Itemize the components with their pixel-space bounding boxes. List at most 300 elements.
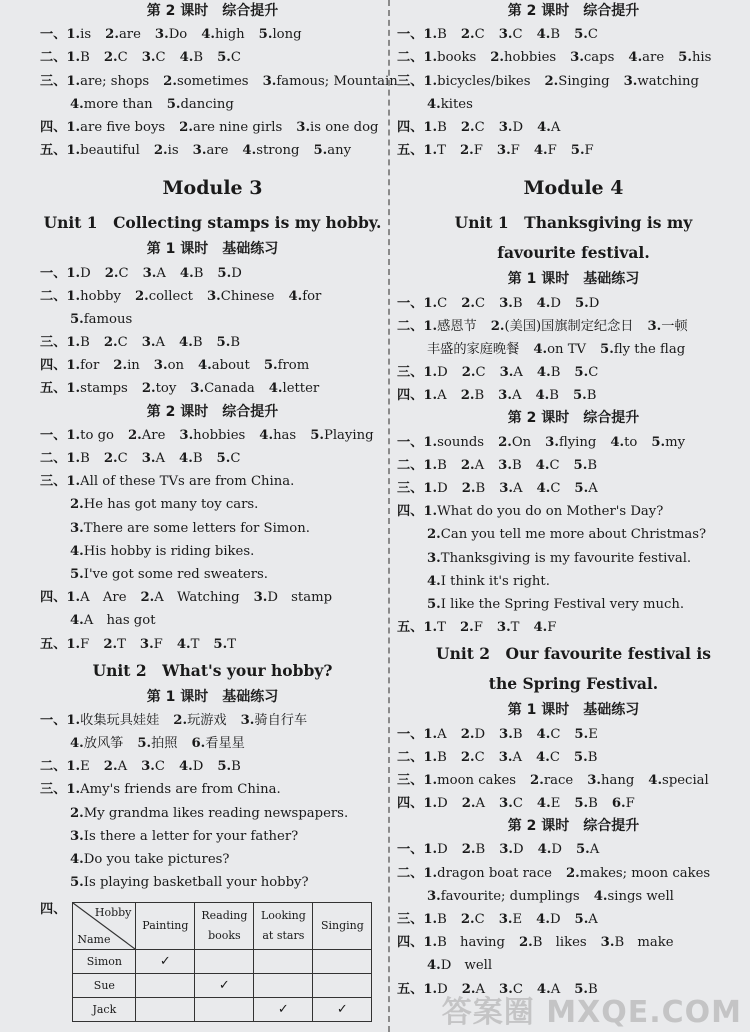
item-number: 3. [141, 50, 156, 66]
answer-item [537, 27, 560, 42]
question-prefix: 三、 [397, 481, 424, 496]
item-number: 3. [498, 749, 513, 765]
item-answer: are nine girls [192, 119, 283, 135]
answer-line [40, 308, 385, 331]
item-number: 2. [461, 981, 476, 997]
answer-item [499, 750, 522, 765]
row-name: Simon [73, 950, 136, 974]
item-number: 4. [593, 888, 608, 904]
answer-line [40, 609, 385, 632]
question-prefix: 二、 [40, 759, 67, 775]
item-number: 4. [179, 265, 194, 281]
item-number: 1. [423, 772, 438, 788]
item-answer: my [665, 434, 686, 450]
answer-line [397, 769, 750, 792]
answer-item [217, 266, 241, 281]
answer-item [461, 27, 485, 42]
answer-item [213, 637, 236, 652]
answer-line [397, 454, 750, 477]
item-number: 5. [678, 50, 692, 66]
item-number: 1. [423, 981, 438, 997]
item-answer: his [691, 50, 712, 66]
question-prefix: 三、 [397, 365, 424, 381]
item-answer: dancing [180, 96, 234, 112]
check-mark [136, 998, 195, 1022]
item-answer: B [193, 50, 204, 66]
answer-item [296, 120, 378, 135]
item-number: 3. [499, 481, 513, 496]
answer-line [40, 377, 385, 400]
answer-item [497, 143, 520, 158]
answer-item [180, 50, 203, 65]
item-number: 2. [460, 726, 475, 742]
item-number: 3. [206, 288, 221, 304]
answer-line [397, 593, 750, 616]
item-answer: B [193, 265, 204, 281]
item-answer: B [587, 457, 598, 473]
item-answer: toy [155, 381, 177, 397]
answer-item [500, 365, 523, 380]
answer-item [173, 713, 226, 728]
answer-line [40, 848, 385, 871]
answer-item [423, 935, 505, 950]
item-answer: B [192, 335, 203, 351]
item-answer: B [192, 451, 203, 466]
answer-block [397, 838, 750, 1000]
item-answer: 骑自行车 [254, 712, 308, 728]
item-number: 5. [258, 27, 273, 43]
item-answer: about [211, 358, 250, 374]
item-number: 3. [154, 27, 169, 43]
answer-line [40, 285, 385, 308]
item-answer: 玩游戏 [187, 712, 227, 728]
answer-item [217, 451, 241, 466]
item-number: 6. [611, 796, 626, 812]
item-answer: D [474, 726, 486, 742]
item-answer: 收集玩具娃娃 [80, 712, 160, 728]
answer-item [141, 759, 165, 774]
answer-item [423, 50, 476, 65]
answer-item [545, 435, 596, 450]
answer-item [461, 388, 484, 403]
item-number: 1. [423, 388, 438, 404]
item-answer: A Are [80, 590, 127, 606]
answer-line [397, 315, 750, 338]
item-answer: A [475, 981, 486, 997]
answer-item [66, 27, 91, 42]
answer-line [397, 723, 750, 746]
answer-item [574, 365, 598, 380]
item-answer: On [511, 434, 532, 450]
item-number: 1. [423, 726, 438, 742]
column-header: Reading books [195, 903, 254, 950]
item-number: 3. [498, 388, 512, 404]
table-row [73, 998, 372, 1022]
answer-item [427, 97, 473, 112]
item-number: 2. [141, 381, 156, 397]
answer-item [573, 388, 596, 403]
item-number: 1. [66, 636, 81, 652]
item-answer: D [437, 842, 448, 858]
item-number: 1. [423, 318, 438, 334]
item-answer: are [642, 50, 665, 66]
answer-item [533, 620, 556, 635]
item-number: 4. [536, 981, 551, 997]
item-answer: What do you do on Mother's Day? [437, 504, 664, 520]
item-answer: famous [83, 311, 133, 327]
section-heading: 第 2 课时 综合提升 [507, 410, 640, 427]
answer-line [40, 424, 385, 447]
item-number: 5. [575, 842, 590, 858]
answer-item [519, 935, 587, 950]
answer-item [462, 481, 485, 496]
answer-item [242, 143, 299, 158]
item-number: 1. [66, 590, 81, 606]
item-number: 5. [216, 335, 231, 351]
item-answer: E [588, 726, 598, 742]
answer-item [499, 912, 522, 927]
answer-item [601, 935, 674, 950]
item-number: 5. [574, 295, 589, 311]
item-answer: A [513, 481, 523, 496]
item-number: 1. [423, 434, 438, 450]
item-number: 3. [600, 935, 615, 951]
item-answer: 放风筝 [83, 736, 124, 752]
answer-block [40, 23, 398, 162]
answer-item [288, 289, 321, 304]
item-number: 2. [113, 358, 128, 374]
item-number: 4. [179, 335, 193, 351]
item-answer: A [155, 451, 166, 466]
answer-line [40, 633, 385, 656]
answer-item [423, 435, 484, 450]
item-answer: There are some letters for Simon. [83, 520, 310, 536]
answer-item [70, 521, 310, 536]
item-answer: T [190, 636, 200, 652]
question-prefix: 二、 [40, 451, 67, 466]
item-answer: C [474, 119, 485, 135]
item-number: 4. [537, 119, 551, 135]
item-answer: A [511, 388, 522, 404]
check-mark [313, 974, 372, 998]
section-heading: 第 2 课时 综合提升 [507, 818, 640, 835]
item-answer: C [154, 759, 165, 775]
item-number: 4. [201, 27, 215, 43]
item-number: 1. [423, 143, 438, 159]
item-answer: 看星星 [205, 736, 245, 752]
item-answer: B [550, 27, 561, 43]
item-number: 2. [153, 143, 168, 159]
item-answer: hobbies [504, 50, 557, 66]
item-answer: A Watching [154, 590, 240, 606]
item-answer: B [549, 388, 559, 404]
question-prefix: 一、 [397, 27, 424, 43]
item-answer: to go [80, 427, 114, 443]
answer-item [427, 597, 684, 612]
item-number: 2. [459, 620, 474, 636]
answer-item [497, 620, 520, 635]
answer-item [198, 358, 250, 373]
item-number: 3. [496, 143, 511, 159]
item-number: 3. [141, 335, 156, 351]
item-answer: are [118, 27, 141, 43]
item-answer: D [80, 265, 91, 281]
item-answer: any [327, 143, 352, 159]
item-answer: Amy's friends are from China. [80, 782, 281, 798]
item-number: 4. [176, 636, 191, 652]
check-mark [136, 974, 195, 998]
item-answer: D [513, 842, 524, 858]
item-number: 2. [460, 27, 475, 43]
answer-item [570, 50, 614, 65]
question-prefix: 一、 [397, 842, 424, 858]
item-number: 4. [70, 543, 84, 559]
item-number: 3. [141, 759, 155, 775]
item-number: 4. [259, 427, 274, 443]
answer-item [66, 428, 114, 443]
item-number: 2. [461, 842, 476, 858]
column-header: Painting [136, 903, 195, 950]
item-answer: is one dog [310, 119, 379, 135]
item-answer: B [474, 388, 485, 404]
item-number: 1. [423, 457, 438, 473]
answer-item [678, 50, 711, 65]
answer-item [624, 74, 699, 89]
column-header: Singing [313, 903, 372, 950]
item-answer: Is there a letter for your father? [83, 828, 299, 844]
answer-block [397, 292, 750, 408]
item-answer: C [475, 295, 486, 311]
answer-item [651, 435, 685, 450]
question-prefix: 三、 [40, 474, 67, 490]
item-number: 2. [461, 365, 476, 381]
item-answer: F [80, 636, 90, 652]
item-answer: D [549, 912, 561, 927]
item-answer: C [475, 365, 486, 381]
item-number: 5. [313, 143, 328, 159]
site-watermark: 答案圈 MXQE.COM [441, 995, 742, 1030]
item-number: 4. [536, 726, 551, 742]
answer-line [40, 540, 385, 563]
item-number: 4. [536, 295, 551, 311]
item-answer: Playing [323, 427, 374, 443]
item-answer: D [231, 265, 242, 281]
answer-item [535, 388, 558, 403]
answer-item [70, 852, 230, 867]
answer-item [217, 759, 240, 774]
answer-line [40, 586, 385, 609]
check-mark [195, 998, 254, 1022]
item-number: 2. [460, 119, 475, 135]
item-answer: T [510, 620, 520, 636]
answer-line [40, 755, 385, 778]
answer-item [313, 143, 351, 158]
answer-line [397, 954, 750, 977]
item-answer: B [437, 912, 447, 927]
answer-item [193, 143, 229, 158]
answer-item [594, 889, 674, 904]
item-number: 4. [533, 341, 548, 357]
item-number: 5. [574, 365, 589, 381]
item-number: 4. [536, 796, 551, 812]
item-answer: stamps [80, 381, 128, 397]
answer-item [70, 567, 268, 582]
hobby-table [72, 902, 372, 1022]
question-prefix: 一、 [397, 295, 424, 311]
item-answer: are; shops [80, 73, 150, 89]
corner-label-hobby: Hobby [94, 906, 132, 920]
item-number: 5. [166, 96, 181, 112]
answer-item [66, 358, 99, 373]
item-answer: F [473, 620, 483, 636]
item-number: 4. [610, 434, 625, 450]
item-answer: B [80, 50, 90, 66]
table-row [73, 950, 372, 974]
item-answer: C [117, 50, 128, 66]
item-answer: C [550, 481, 561, 496]
item-answer: caps [583, 50, 615, 66]
answer-item [192, 736, 245, 751]
answer-item [534, 143, 557, 158]
answer-line [40, 732, 385, 755]
item-answer: D [192, 759, 204, 775]
answer-item [154, 358, 184, 373]
item-number: 2. [460, 457, 475, 473]
item-answer: D well [440, 958, 493, 974]
item-number: 3. [240, 712, 255, 728]
answer-item [70, 736, 123, 751]
question-prefix: 五、 [397, 143, 424, 159]
answer-item [423, 842, 447, 857]
answer-item [142, 451, 165, 466]
question-prefix: 二、 [40, 50, 67, 66]
answer-line [40, 331, 385, 354]
item-number: 3. [499, 796, 513, 812]
item-answer: A [156, 265, 166, 281]
item-number: 5. [573, 457, 588, 473]
item-number: 4. [179, 451, 193, 466]
answer-item [263, 74, 398, 89]
item-answer: Can you tell me more about Christmas? [440, 527, 707, 543]
item-number: 1. [66, 119, 81, 135]
check-mark: ✓ [195, 974, 254, 998]
item-answer: B [437, 749, 447, 765]
section-heading: 第 1 课时 基础练习 [507, 271, 640, 288]
item-number: 2. [103, 335, 118, 351]
question-prefix: 二、 [40, 288, 67, 304]
answer-item [104, 335, 128, 350]
item-answer: famous; Mountain [276, 73, 398, 89]
item-number: 3. [496, 620, 511, 636]
item-answer: B [437, 27, 447, 43]
item-answer: sometimes [176, 73, 249, 89]
section-heading: 第 2 课时 综合提升 [146, 3, 279, 19]
answer-line [40, 825, 385, 848]
item-answer: Canada [204, 381, 255, 397]
answer-line [40, 354, 385, 377]
item-number: 4. [427, 958, 441, 974]
item-answer: F [547, 143, 557, 159]
item-number: 1. [423, 365, 438, 381]
item-answer: F [153, 636, 163, 652]
item-answer: sounds [437, 434, 485, 450]
item-number: 1. [423, 50, 438, 66]
question-prefix: 五、 [40, 636, 67, 652]
answer-item [427, 551, 691, 566]
item-number: 3. [499, 981, 513, 997]
answer-item [142, 381, 176, 396]
item-answer: strong [256, 143, 300, 159]
item-answer: (美国)国旗制定纪念日 [504, 318, 634, 334]
answer-item [537, 481, 561, 496]
question-prefix: 二、 [397, 50, 424, 66]
item-answer: beautiful [80, 143, 140, 159]
item-number: 1. [66, 759, 81, 775]
answer-item [536, 750, 560, 765]
item-number: 3. [296, 119, 311, 135]
answer-line [40, 709, 385, 732]
item-answer: dragon boat race [437, 865, 552, 881]
answer-item [70, 544, 254, 559]
item-answer: F [625, 796, 635, 812]
item-number: 6. [191, 736, 206, 752]
item-answer: B [512, 726, 523, 742]
answer-item [70, 875, 309, 890]
question-prefix: 二、 [397, 318, 424, 334]
answer-block [40, 424, 385, 656]
answer-item [179, 335, 202, 350]
item-number: 5. [217, 759, 232, 775]
item-answer: B [231, 759, 241, 775]
check-mark [195, 950, 254, 974]
item-answer: C [117, 335, 128, 351]
item-number: 2. [70, 497, 84, 513]
item-answer: C [118, 265, 129, 281]
item-number: 3. [70, 520, 84, 536]
answer-line [397, 70, 750, 93]
item-answer: F [584, 143, 594, 159]
answer-item [545, 74, 610, 89]
item-number: 4. [648, 772, 663, 788]
item-answer: is [80, 27, 92, 43]
item-answer: A [588, 912, 598, 927]
answer-item [423, 866, 552, 881]
item-number: 4. [536, 912, 550, 927]
answer-line [40, 46, 385, 69]
item-number: 4. [537, 842, 552, 858]
question-prefix: 三、 [397, 73, 424, 89]
item-answer: T [437, 620, 446, 636]
answer-item [70, 97, 153, 112]
answer-item [128, 428, 165, 443]
question-prefix: 四、 [397, 388, 424, 404]
answer-item [462, 796, 485, 811]
item-answer: moon cakes [437, 772, 517, 788]
item-answer: C [437, 295, 448, 311]
item-answer: is [167, 143, 179, 159]
answer-item [140, 637, 163, 652]
answer-item [423, 750, 446, 765]
question-prefix: 四、 [40, 902, 67, 918]
row-name: Sue [73, 974, 136, 998]
question-prefix: 一、 [40, 265, 67, 281]
item-number: 1. [66, 288, 81, 304]
question-prefix: 三、 [397, 912, 424, 927]
item-answer: 拍照 [151, 736, 178, 752]
item-number: 3. [545, 434, 559, 450]
answer-line [40, 563, 385, 586]
answer-block [397, 23, 750, 162]
